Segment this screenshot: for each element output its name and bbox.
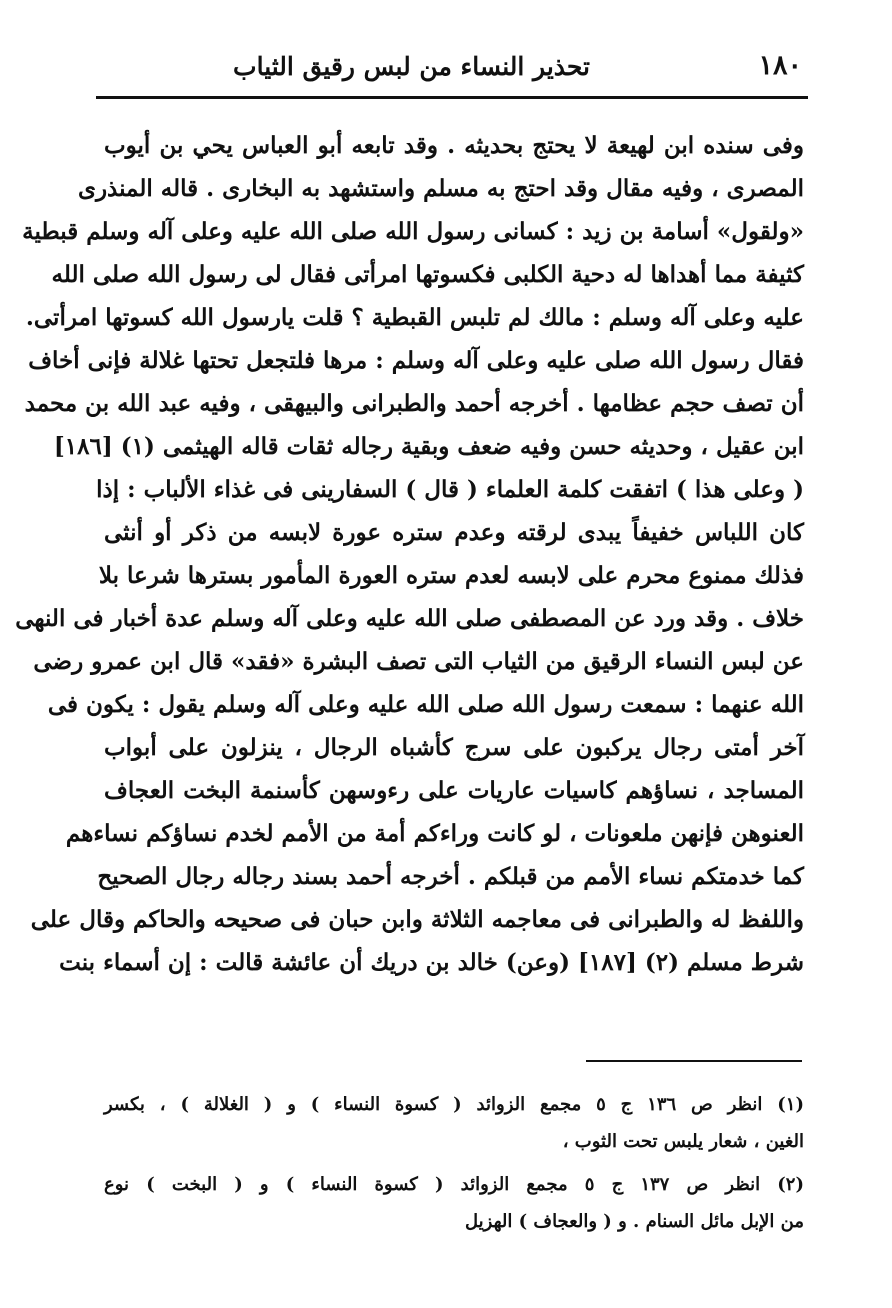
text-line: آخر أمتى رجال يركبون على سرج كأشباه الرجال ، ينزلون على أبواب [104, 734, 804, 761]
text-line: خلاف . وقد ورد عن المصطفى صلى الله عليه وعلى آله وسلم عدة أخبار فى النهى [15, 605, 804, 632]
text-line: شرط مسلم (٢) [١٨٧] (وعن) خالد بن دريك أن عائشة قالت : إن أسماء بنت [59, 949, 804, 976]
text-line: المساجد ، نساؤهم كاسيات عاريات على رءوسهن كأسنمة البخت العجاف [104, 777, 804, 804]
text-line: العنوهن فإنهن ملعونات ، لو كانت وراءكم أمة من الأمم لخدم نساؤكم نساءهم [65, 820, 804, 847]
text-line: ابن عقيل ، وحديثه حسن وفيه ضعف وبقية رجاله ثقات قاله الهيثمى (١) [١٨٦] [53, 433, 804, 460]
footnote-rule [586, 1060, 802, 1062]
text-line: كثيفة مما أهداها له دحية الكلبى فكسوتها امرأتى فقال لى رسول الله صلى الله [51, 261, 804, 288]
running-title: تحذير النساء من لبس رقيق الثياب [233, 52, 590, 81]
text-line: كما خدمتكم نساء الأمم من قبلكم . أخرجه أحمد بسند رجاله رجال الصحيح [97, 863, 804, 890]
footnote-2-line-1: (٢) انظر ص ١٣٧ ج ٥ مجمع الزوائد ( كسوة النساء ) و ( البخت ) نوع [104, 1174, 804, 1195]
text-line: كان اللباس خفيفاً يبدى لرقته وعدم ستره عورة لابسه من ذكر أو أنثى [104, 519, 804, 546]
text-line: أن تصف حجم عظامها . أخرجه أحمد والطبرانى والبيهقى ، وفيه عبد الله بن محمد [24, 390, 804, 417]
page-number: ١٨٠ [758, 50, 802, 81]
text-line: الله عنهما : سمعت رسول الله صلى الله عليه وعلى آله وسلم يقول : يكون فى [47, 691, 804, 718]
text-line: عليه وعلى آله وسلم : مالك لم تلبس القبطية ؟ قلت يارسول الله كسوتها امرأتى. [25, 304, 804, 331]
text-line: عن لبس النساء الرقيق من الثياب التى تصف البشرة «فقد» قال ابن عمرو رضى [33, 648, 804, 675]
text-line: واللفظ له والطبرانى فى معاجمه الثلاثة وابن حبان فى صحيحه والحاكم وقال على [30, 906, 804, 933]
page-header [96, 44, 808, 90]
text-line: فذلك ممنوع محرم على لابسه لعدم ستره العورة المأمور بسترها شرعا بلا [98, 562, 804, 589]
header-rule [96, 96, 808, 99]
text-line: فقال رسول الله صلى عليه وعلى آله وسلم : مرها فلتجعل تحتها غلالة فإنى أخاف [28, 347, 804, 374]
footnote-1-line-1: (١) انظر ص ١٣٦ ج ٥ مجمع الزوائد ( كسوة النساء ) و ( الغلالة ) ، بكسر [104, 1094, 804, 1115]
main-text [15, 124, 804, 984]
footnote-1-line-2: الغين ، شعار يلبس تحت الثوب ، [562, 1131, 804, 1152]
text-line: «ولقول» أسامة بن زيد : كسانى رسول الله صلى الله عليه وعلى آله وسلم قبطية [22, 218, 804, 245]
text-line: المصرى ، وفيه مقال وقد احتج به مسلم واستشهد به البخارى . قاله المنذرى [77, 175, 804, 202]
text-line: وفى سنده ابن لهيعة لا يحتج بحديثه . وقد تابعه أبو العباس يحي بن أيوب [104, 132, 804, 159]
footnote-2-line-2: من الإبل مائل السنام . و ( والعجاف ) الهزيل [465, 1211, 804, 1232]
footnotes [104, 1086, 804, 1240]
text-line: ( وعلى هذا ) اتفقت كلمة العلماء ( قال ) السفارينى فى غذاء الألباب : إذا [96, 476, 804, 503]
